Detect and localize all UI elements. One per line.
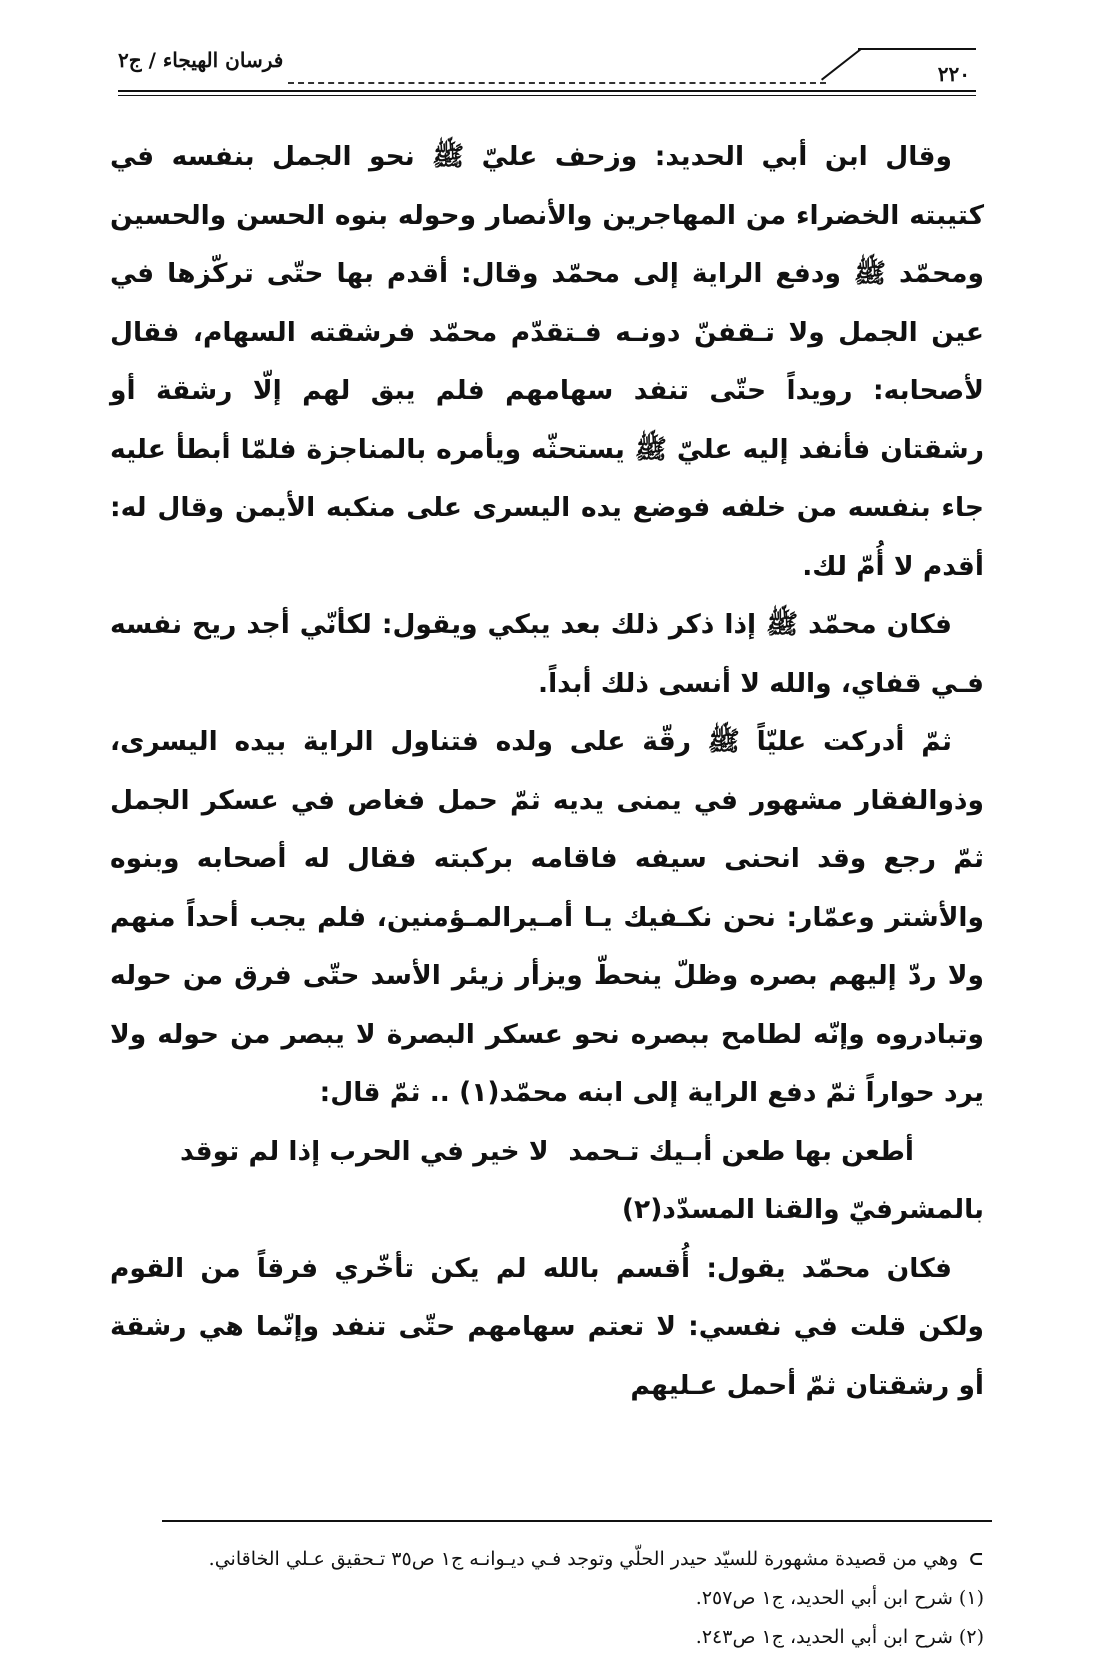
main-text	[110, 128, 984, 1415]
header-ornament-slash	[821, 48, 862, 80]
footnote-1: (١) شرح ابن أبي الحديد، ج١ ص٢٥٧.	[695, 1587, 984, 1609]
verse-hemistich-first: أطعن بها طعن أبـيك تـحمد	[568, 1135, 914, 1167]
page-header	[118, 40, 976, 100]
header-rule-thin	[118, 95, 976, 96]
paragraph: ثمّ أدركت عليّاً ﷺ رقّة على ولده فتناول الراية بيده اليسرى، وذوالفقار مشهور في يمنى يديه ثمّ حمل فغاص في عسكر الجمل ثمّ رجع وقد انحنى سيفه فاقامه بركبته فقال له أصحابه وبنوه والأشتر وعمّار: نحن نكـفيك يـا أمـيرالمـؤمنين، فلم يجب أحداً منهم ولا ردّ إليهم بصره وظلّ ينحطّ ويزأر زيئر الأسد حتّى فرق من حوله وتبادروه وإنّه لطامح ببصره نحو عسكر البصرة لا يبصر من حوله ولا يرد حواراً ثمّ دفع الراية إلى ابنه محمّد(١) .. ثمّ قال:	[110, 726, 984, 1108]
verse-line	[110, 1123, 984, 1182]
footnote-separator	[162, 1520, 992, 1522]
header-rule	[118, 90, 976, 92]
footnote-star: ⊃وهي من قصيدة مشهورة للسيّد حيدر الحلّي وتوجد فـي ديـوانـه ج١ ص٣٥ تـحقيق عـلي الخاقاني.	[208, 1548, 984, 1570]
verse-hemistich-second: لا خير في الحرب إذا لم توقد	[180, 1135, 549, 1167]
footnote-2: (٢) شرح ابن أبي الحديد، ج١ ص٢٤٣.	[695, 1626, 984, 1648]
paragraph: وقال ابن أبي الحديد: وزحف عليّ ﷺ نحو الجمل بنفسه في كتيبته الخضراء من المهاجرين والأنصار وحوله بنوه الحسن والحسين ومحمّد ﷺ ودفع الراية إلى محمّد وقال: أقدم بها حتّى تركّزها في عين الجمل ولا تـقفنّ دونـه فـتقدّم محمّد فرشقته السهام، فقال لأصحابه: رويداً حتّى تنفد سهامهم فلم يبق لهم إلّا رشقة أو رشقتان فأنفد إليه عليّ ﷺ يستحثّه ويأمره بالمناجزة فلمّا أبطأ عليه جاء بنفسه من خلفه فوضع يده اليسرى على منكبه الأيمن وقال له: أقدم لا أُمّ لك.	[110, 141, 984, 582]
running-head-title: فرسان الهيجاء / ج٢	[118, 48, 284, 72]
paragraph: فكان محمّد ﷺ إذا ذكر ذلك بعد يبكي ويقول: لكأنّي أجد ريح نفسه فـي قفاي، والله لا أنسى ذلك أبداً.	[110, 609, 984, 699]
page-number: ٢٢٠	[937, 62, 970, 86]
header-dashed-rule	[288, 82, 826, 84]
footnotes	[110, 1540, 984, 1657]
footnote-marker-icon: ⊃	[968, 1548, 984, 1570]
paragraph: فكان محمّد يقول: أُقسم بالله لم يكن تأخّري فرقاً من القوم ولكن قلت في نفسي: لا تعتم سهامهم حتّى تنفد وإنّما هي رشقة أو رشقتان ثمّ أحمل عـليهم	[110, 1252, 984, 1401]
header-ornament-line	[858, 48, 976, 50]
verse-line-second: بالمشرفيّ والقنا المسدّد(٢)	[621, 1194, 984, 1225]
